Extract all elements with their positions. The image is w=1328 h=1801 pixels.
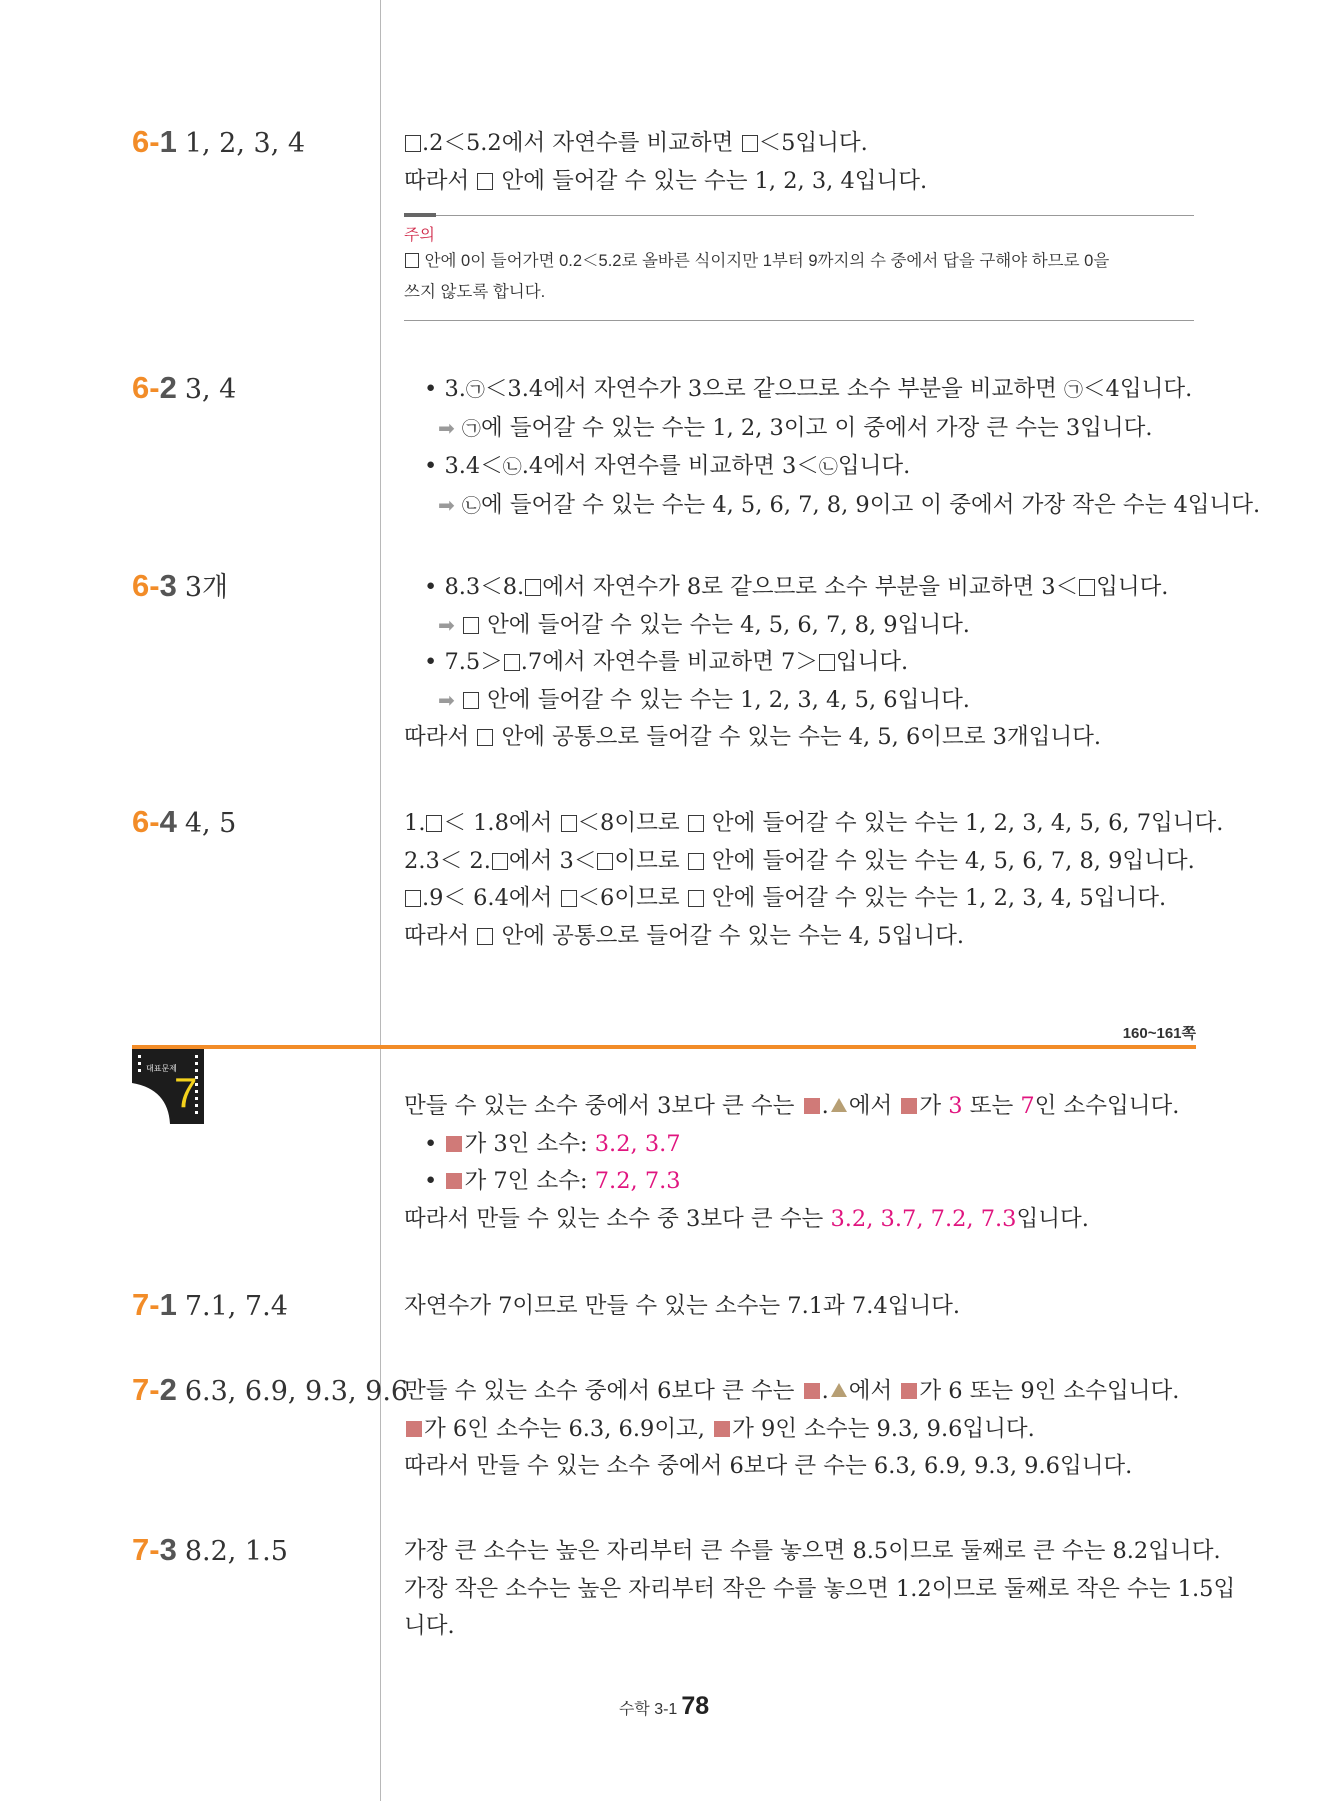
triangle-icon: [831, 1383, 847, 1397]
badge-number: 7: [174, 1069, 198, 1116]
explanation-line: 가장 작은 소수는 높은 자리부터 작은 수를 놓으면 1.2이므로 둘째로 작은 수는 1.5입: [404, 1575, 1236, 1602]
badge-label: 대표문제: [146, 1064, 177, 1073]
explanation-line: 따라서 만들 수 있는 소수 중에서 6보다 큰 수는 6.3, 6.9, 9.3, 9.6입니다.: [404, 1453, 1133, 1479]
triangle-icon: [831, 1098, 847, 1112]
explanation-line: ➡ 안에 들어갈 수 있는 수는 4, 5, 6, 7, 8, 9입니다.: [438, 611, 970, 638]
film-badge-icon: [132, 1049, 204, 1124]
red-square-icon: [901, 1098, 917, 1114]
problem-6-2-label: [132, 371, 236, 407]
right-arrow-icon: ➡: [438, 687, 455, 712]
problem-answer: 6.3, 6.9, 9.3, 9.6: [184, 1376, 409, 1407]
problem-number: 1: [159, 1287, 177, 1322]
empty-box-icon: [742, 135, 758, 152]
page-footer: [0, 1692, 1328, 1721]
right-arrow-icon: ➡: [438, 415, 455, 440]
explanation-line: • 7.5＞ .7에서 자연수를 비교하면 7＞ 입니다.: [424, 649, 909, 675]
note-accent-bar: [404, 213, 436, 217]
empty-box-icon: [1079, 579, 1095, 596]
empty-box-icon: [561, 815, 577, 832]
problem-number: 2: [159, 1372, 177, 1407]
representative-problem-badge: [132, 1049, 204, 1124]
empty-box-icon: [688, 853, 704, 870]
problem-answer: 3개: [184, 572, 229, 603]
empty-box-icon: [819, 654, 835, 671]
problem-7-1-explanation: [404, 1288, 1194, 1326]
problem-6-3-explanation: [404, 569, 1194, 757]
explanation-line: 자연수가 7이므로 만들 수 있는 소수는 7.1과 7.4입니다.: [404, 1293, 961, 1319]
empty-box-icon: [463, 617, 479, 634]
explanation-line: ➡ ㉡에 들어갈 수 있는 수는 4, 5, 6, 7, 8, 9이고 이 중에서 가장 작은 수는 4입니다.: [438, 491, 1261, 518]
explanation-line: 따라서 만들 수 있는 소수 중 3보다 큰 수는 3.2, 3.7, 7.2, 7.3입니다.: [404, 1205, 1089, 1232]
empty-box-icon: [463, 692, 479, 709]
problem-6-1-explanation: [404, 125, 1194, 200]
problem-7-2-label: [132, 1373, 408, 1409]
explanation-line: 1. ＜ 1.8에서 ＜8이므로 안에 들어갈 수 있는 수는 1, 2, 3, 4, 5, 6, 7입니다.: [404, 810, 1224, 836]
red-square-icon: [804, 1098, 820, 1114]
page-reference: 160~161쪽: [1122, 1025, 1196, 1042]
caution-note: [404, 215, 1194, 321]
empty-box-icon: [405, 253, 419, 268]
problem-6-3-label: [132, 569, 228, 605]
problem-answer: 8.2, 1.5: [184, 1536, 288, 1567]
explanation-line: • 8.3＜8. 에서 자연수가 8로 같으므로 소수 부분을 비교하면 3＜ 입니다.: [424, 574, 1169, 600]
explanation-line: 2.3＜ 2. 에서 3＜ 이므로 안에 들어갈 수 있는 수는 4, 5, 6, 7, 8, 9입니다.: [404, 847, 1195, 874]
empty-box-icon: [597, 853, 613, 870]
empty-box-icon: [492, 853, 508, 870]
problem-prefix: 7-: [132, 1287, 160, 1322]
red-square-icon: [406, 1421, 422, 1437]
empty-box-icon: [477, 729, 493, 746]
red-square-icon: [446, 1136, 462, 1152]
problem-6-1-label: [132, 125, 305, 161]
problem-answer: 7.1, 7.4: [184, 1291, 288, 1322]
problem-answer: 4, 5: [184, 808, 237, 839]
problem-prefix: 7-: [132, 1532, 160, 1567]
problem-7-1-label: [132, 1288, 288, 1324]
empty-box-icon: [477, 173, 493, 190]
problem-answer: 3, 4: [184, 374, 237, 405]
problem-prefix: 6-: [132, 370, 160, 405]
section-divider: [132, 1045, 1196, 1049]
explanation-line: • 3.4＜㉡.4에서 자연수를 비교하면 3＜㉡입니다.: [424, 453, 911, 479]
problem-6-2-explanation: [404, 371, 1261, 525]
problem-6-4-label: [132, 805, 236, 841]
empty-box-icon: [525, 579, 541, 596]
red-square-icon: [804, 1383, 820, 1399]
red-square-icon: [714, 1421, 730, 1437]
right-arrow-icon: ➡: [438, 492, 455, 517]
red-square-icon: [901, 1383, 917, 1399]
empty-box-icon: [477, 928, 493, 945]
explanation-line: • 가 7인 소수: 7.2, 7.3: [424, 1168, 681, 1194]
explanation-line: 따라서 안에 공통으로 들어갈 수 있는 수는 4, 5, 6이므로 3개입니다.: [404, 724, 1102, 750]
explanation-line: ➡ 안에 들어갈 수 있는 수는 1, 2, 3, 4, 5, 6입니다.: [438, 686, 970, 713]
empty-box-icon: [405, 135, 421, 152]
explanation-line: 가장 큰 소수는 높은 자리부터 큰 수를 놓으면 8.5이므로 둘째로 큰 수는 8.2입니다.: [404, 1538, 1221, 1564]
problem-answer: 1, 2, 3, 4: [184, 128, 306, 159]
explanation-line: • 3.㉠＜3.4에서 자연수가 3으로 같으므로 소수 부분을 비교하면 ㉠＜4입니다.: [424, 376, 1193, 402]
page-number: 78: [681, 1692, 710, 1720]
problem-number: 3: [159, 1532, 177, 1567]
problem-number: 2: [159, 370, 177, 405]
empty-box-icon: [561, 890, 577, 907]
problem-7-explanation: [404, 1088, 1194, 1238]
empty-box-icon: [405, 890, 421, 907]
problem-number: 4: [159, 804, 177, 839]
problem-7-2-explanation: [404, 1373, 1194, 1486]
explanation-line: • 가 3인 소수: 3.2, 3.7: [424, 1130, 681, 1157]
problem-7-3-label: [132, 1533, 288, 1569]
empty-box-icon: [688, 890, 704, 907]
problem-number: 3: [159, 568, 177, 603]
explanation-line: ➡ ㉠에 들어갈 수 있는 수는 1, 2, 3이고 이 중에서 가장 큰 수는 3입니다.: [438, 414, 1153, 441]
explanation-line: 만들 수 있는 소수 중에서 6보다 큰 수는 . 에서 가 6 또는 9인 소수입니다.: [404, 1378, 1180, 1404]
empty-box-icon: [426, 815, 442, 832]
problem-number: 1: [159, 124, 177, 159]
problem-prefix: 6-: [132, 568, 160, 603]
column-divider: [380, 0, 381, 1801]
problem-7-3-explanation: [404, 1533, 1236, 1646]
problem-prefix: 6-: [132, 124, 160, 159]
explanation-line: 따라서 안에 공통으로 들어갈 수 있는 수는 4, 5입니다.: [404, 922, 965, 949]
explanation-line: 가 6인 소수는 6.3, 6.9이고, 가 9인 소수는 9.3, 9.6입니다.: [404, 1411, 1194, 1449]
explanation-line: 니다.: [404, 1613, 455, 1639]
explanation-line: .2＜5.2에서 자연수를 비교하면 ＜5입니다.: [404, 125, 1194, 163]
right-arrow-icon: ➡: [438, 612, 455, 637]
problem-prefix: 7-: [132, 1372, 160, 1407]
note-text: 안에 0이 들어가면 0.2＜5.2로 올바른 식이지만 1부터 9까지의 수 중에서 답을 구해야 하므로 0을 쓰지 않도록 합니다.: [404, 252, 1110, 301]
problem-6-4-explanation: [404, 805, 1224, 955]
note-label: 주의: [404, 227, 435, 244]
red-square-icon: [446, 1173, 462, 1189]
empty-box-icon: [688, 815, 704, 832]
explanation-line: .9＜ 6.4에서 ＜6이므로 안에 들어갈 수 있는 수는 1, 2, 3, 4, 5입니다.: [404, 880, 1194, 918]
problem-prefix: 6-: [132, 804, 160, 839]
explanation-line: 만들 수 있는 소수 중에서 3보다 큰 수는 . 에서 가 3 또는 7인 소수입니다.: [404, 1093, 1180, 1119]
book-title: 수학 3-1: [618, 1701, 678, 1718]
explanation-line: 따라서 안에 들어갈 수 있는 수는 1, 2, 3, 4입니다.: [404, 167, 928, 194]
empty-box-icon: [504, 654, 520, 671]
